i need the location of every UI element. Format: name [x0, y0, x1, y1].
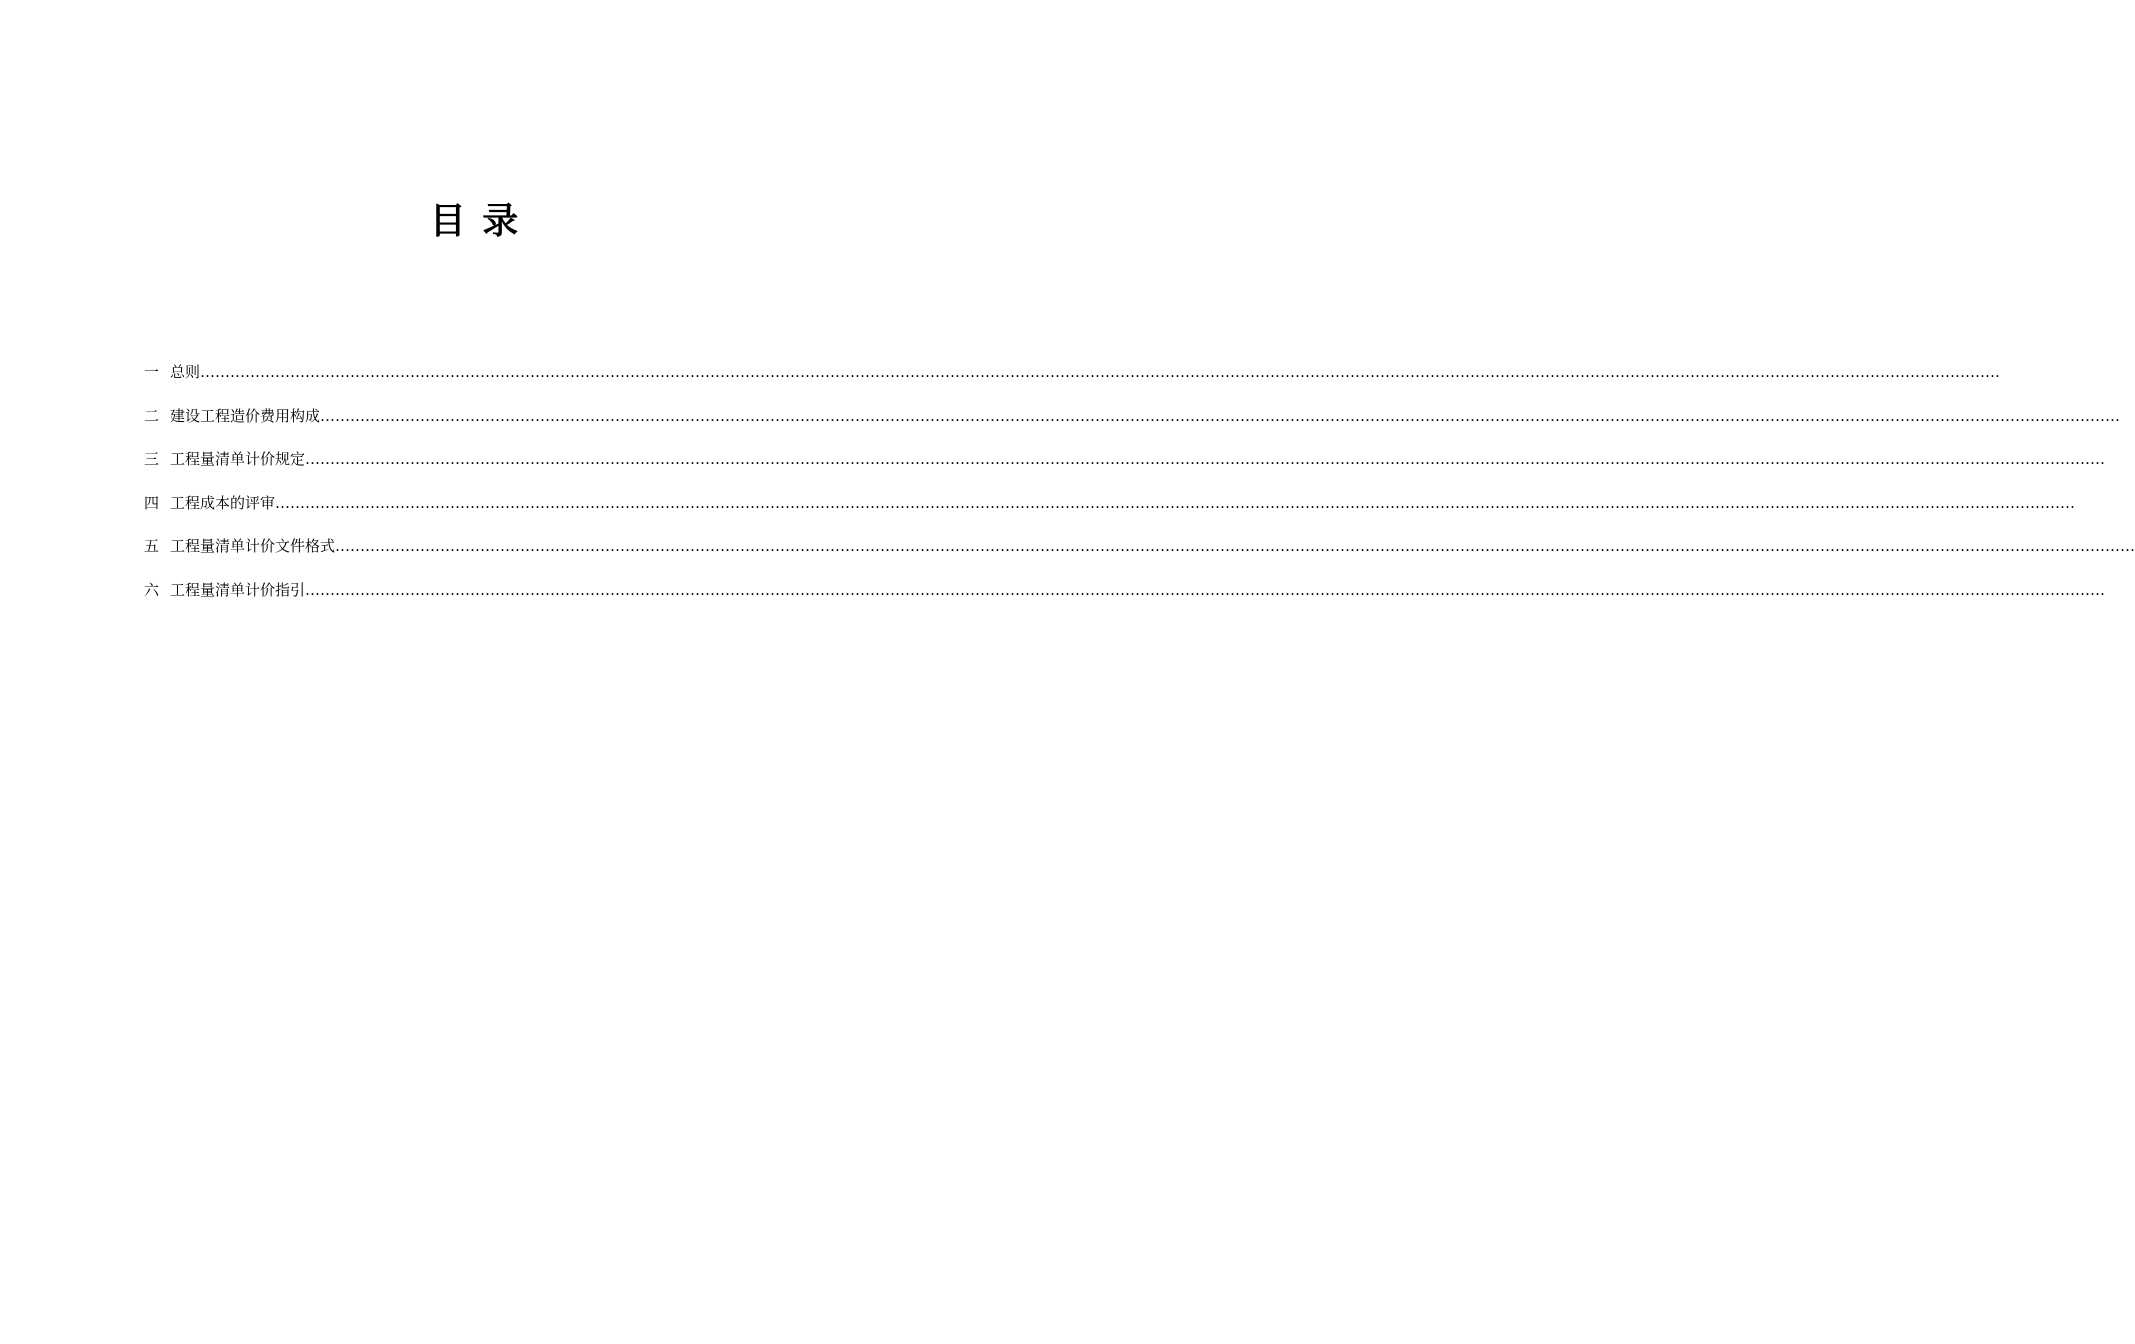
toc-leader-dots: ………………………………………………………………………………………………………………………………………………………………………………………………………………………………………………………………………………………………………………………………	[305, 450, 2106, 468]
toc-item[interactable]	[144, 360, 2001, 404]
toc-item[interactable]	[144, 404, 2121, 448]
table-of-contents	[144, 360, 2135, 621]
toc-item-title: 工程成本的评审	[170, 493, 276, 512]
toc-item-title: 建设工程造价费用构成	[170, 406, 321, 425]
toc-item-number: 一	[144, 363, 160, 381]
toc-item-number: 五	[144, 537, 160, 555]
toc-leader-dots: ………………………………………………………………………………………………………………………………………………………………………………………………………………………………………………………………………………………………………………………………	[320, 406, 2121, 425]
toc-leader-dots: ………………………………………………………………………………………………………………………………………………………………………………………………………………………………………………………………………………………………………………………………	[305, 580, 2106, 599]
toc-item[interactable]	[144, 491, 2076, 535]
toc-leader-dots: ………………………………………………………………………………………………………………………………………………………………………………………………………………………………………………………………………………………………………………………………	[335, 537, 2135, 555]
toc-item[interactable]	[144, 447, 2106, 491]
toc-leader-dots: ………………………………………………………………………………………………………………………………………………………………………………………………………………………………………………………………………………………………………………………………	[200, 363, 2001, 381]
toc-item-title: 工程量清单计价规定	[170, 450, 306, 468]
page-title: 目 录	[429, 201, 521, 242]
toc-item-title: 工程量清单计价文件格式	[170, 537, 336, 555]
toc-item-number: 二	[144, 406, 160, 425]
toc-item-title: 总则	[170, 363, 201, 381]
toc-item[interactable]	[144, 578, 2106, 622]
toc-item-number: 四	[144, 493, 160, 512]
toc-item-title: 工程量清单计价指引	[170, 580, 306, 599]
toc-leader-dots: ………………………………………………………………………………………………………………………………………………………………………………………………………………………………………………………………………………………………………………………………	[275, 493, 2076, 512]
toc-item-number: 六	[144, 580, 160, 599]
toc-item-number: 三	[144, 450, 160, 468]
toc-item[interactable]	[144, 534, 2135, 578]
